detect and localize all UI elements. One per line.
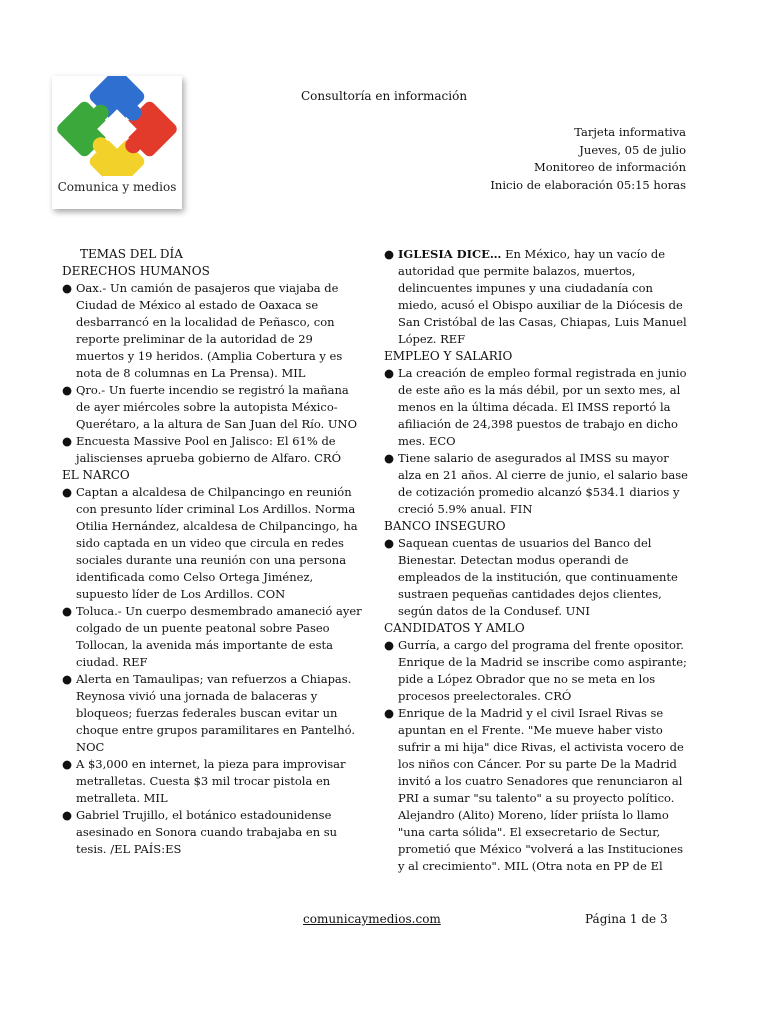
meta-line: Jueves, 05 de julio xyxy=(579,142,686,157)
meta-line: Monitoreo de información xyxy=(533,160,686,174)
left-column xyxy=(62,246,362,858)
list-item: ● Enrique de la Madrid y el civil Israel Rivas se apuntan en el Frente. "Me mueve haber visto sufrir a mi hija" dice Rivas, el activista vocero de los niños con Cáncer. Por su parte De la Madrid invitó a los cuatro Senadores que renunciaron al PRI a sumar "su talento" a su proyecto político. Alejandro (Alito) Moreno, líder priísta lo llamo "una carta sólida". El exsecretario de Sectur, prometió que México "volverá a las Instituciones y al crecimiento". MIL (Otra nota en PP de El xyxy=(384,706,684,873)
list-item: ● Toluca.- Un cuerpo desmembrado amaneció ayer colgado de un puente peatonal sobre Paseo Tollocan, la avenida más importante de esta ciudad. REF xyxy=(62,604,362,669)
news-list xyxy=(384,246,689,348)
list-item: ● Oax.- Un camión de pasajeros que viajaba de Ciudad de México al estado de Oaxaca se desbarrancó en la localidad de Peñasco, con reporte preliminar de la autoridad de 29 muertos y 19 heridos. (Amplia Cobertura y es nota de 8 columnas en La Prensa). MIL xyxy=(62,281,343,380)
bullet-icon: ● xyxy=(384,638,395,652)
bullet-icon: ● xyxy=(62,281,73,295)
bullet-icon: ● xyxy=(384,247,395,261)
document-title: Consultoría en información xyxy=(300,89,468,103)
bullet-icon: ● xyxy=(62,383,73,397)
bullet-icon: ● xyxy=(62,757,73,771)
right-column xyxy=(384,246,689,875)
page-number: Página 1 de 3 xyxy=(585,912,668,926)
list-item: ● Encuesta Massive Pool en Jalisco: El 61% de jaliscienses aprueba gobierno de Alfaro. CRÓ xyxy=(62,434,342,465)
list-item: ● Saquean cuentas de usuarios del Banco del Bienestar. Detectan modus operandi de empleados de la institución, que continuamente sustraen pequeñas cantidades dejos clientes, según datos de la Condusef. UNI xyxy=(384,536,678,618)
list-item: ● Alerta en Tamaulipas; van refuerzos a Chiapas. Reynosa vivió una jornada de balaceras y bloqueos; fuerzas federales buscan evitar un choque entre grupos paramilitares en Pantelhó. NOC xyxy=(62,672,355,754)
list-item: ● A $3,000 en internet, la pieza para improvisar metralletas. Cuesta $3 mil trocar pistola en metralleta. MIL xyxy=(62,757,346,805)
topics-title: TEMAS DEL DÍA xyxy=(80,247,183,261)
list-item: ● Tiene salario de asegurados al IMSS su mayor alza en 21 años. Al cierre de junio, el salario base de cotización promedio alcanzó $534.1 diarios y creció 5.9% anual. FIN xyxy=(384,451,688,516)
document-meta xyxy=(490,124,686,194)
bullet-icon: ● xyxy=(62,604,73,618)
meta-line: Tarjeta informativa xyxy=(574,125,686,139)
list-item: ● Qro.- Un fuerte incendio se registró la mañana de ayer miércoles sobre la autopista México-Querétaro, a la altura de San Juan del Río. UNO xyxy=(62,383,358,431)
section-heading: EL NARCO xyxy=(62,468,130,482)
list-item: ● Captan a alcaldesa de Chilpancingo en reunión con presunto líder criminal Los Ardillos. Norma Otilia Hernández, alcaldesa de Chilpancingo, ha sido captada en un video que circula en redes sociales durante una reunión con una persona identificada como Celso Ortega Jiménez, supuesto líder de Los Ardillos. CON xyxy=(62,485,358,601)
list-item: ● La creación de empleo formal registrada en junio de este año es la más débil, por un sexto mes, al menos en la última década. El IMSS reportó la afiliación de 24,398 puestos de trabajo en dicho mes. ECO xyxy=(384,366,687,448)
bullet-icon: ● xyxy=(384,536,395,550)
logo-text: Comunica y medios xyxy=(57,180,177,194)
list-item: ● Gurría, a cargo del programa del frente opositor. Enrique de la Madrid se inscribe como aspirante; pide a López Obrador que no se meta en los procesos preelectorales. CRÓ xyxy=(384,638,687,703)
news-list xyxy=(62,280,362,467)
section-heading: DERECHOS HUMANOS xyxy=(62,264,210,278)
bullet-icon: ● xyxy=(62,434,73,448)
bullet-icon: ● xyxy=(62,808,73,822)
list-item: ● Gabriel Trujillo, el botánico estadounidense asesinado en Sonora cuando trabajaba en su tesis. /EL PAÍS:ES xyxy=(62,808,338,856)
bullet-icon: ● xyxy=(384,451,395,465)
bullet-icon: ● xyxy=(62,485,73,499)
list-item: ● IGLESIA DICE… En México, hay un vacío de autoridad que permite balazos, muertos, delincuentes impunes y una ciudadanía con miedo, acusó el Obispo auxiliar de la Diócesis de San Cristóbal de las Casas, Chiapas, Luis Manuel López. REF xyxy=(384,247,687,346)
bullet-icon: ● xyxy=(384,366,395,380)
news-list xyxy=(384,637,689,875)
bullet-icon: ● xyxy=(62,672,73,686)
section-heading: BANCO INSEGURO xyxy=(384,519,506,533)
bullet-icon: ● xyxy=(384,706,395,720)
item-bold-lead: IGLESIA DICE… xyxy=(398,247,502,261)
news-list xyxy=(62,484,362,858)
website-link[interactable]: comunicaymedios.com xyxy=(303,912,441,926)
section-heading: EMPLEO Y SALARIO xyxy=(384,349,513,363)
meta-line: Inicio de elaboración 05:15 horas xyxy=(490,177,686,192)
news-list xyxy=(384,535,689,620)
section-heading: CANDIDATOS Y AMLO xyxy=(384,621,525,635)
news-list xyxy=(384,365,689,518)
